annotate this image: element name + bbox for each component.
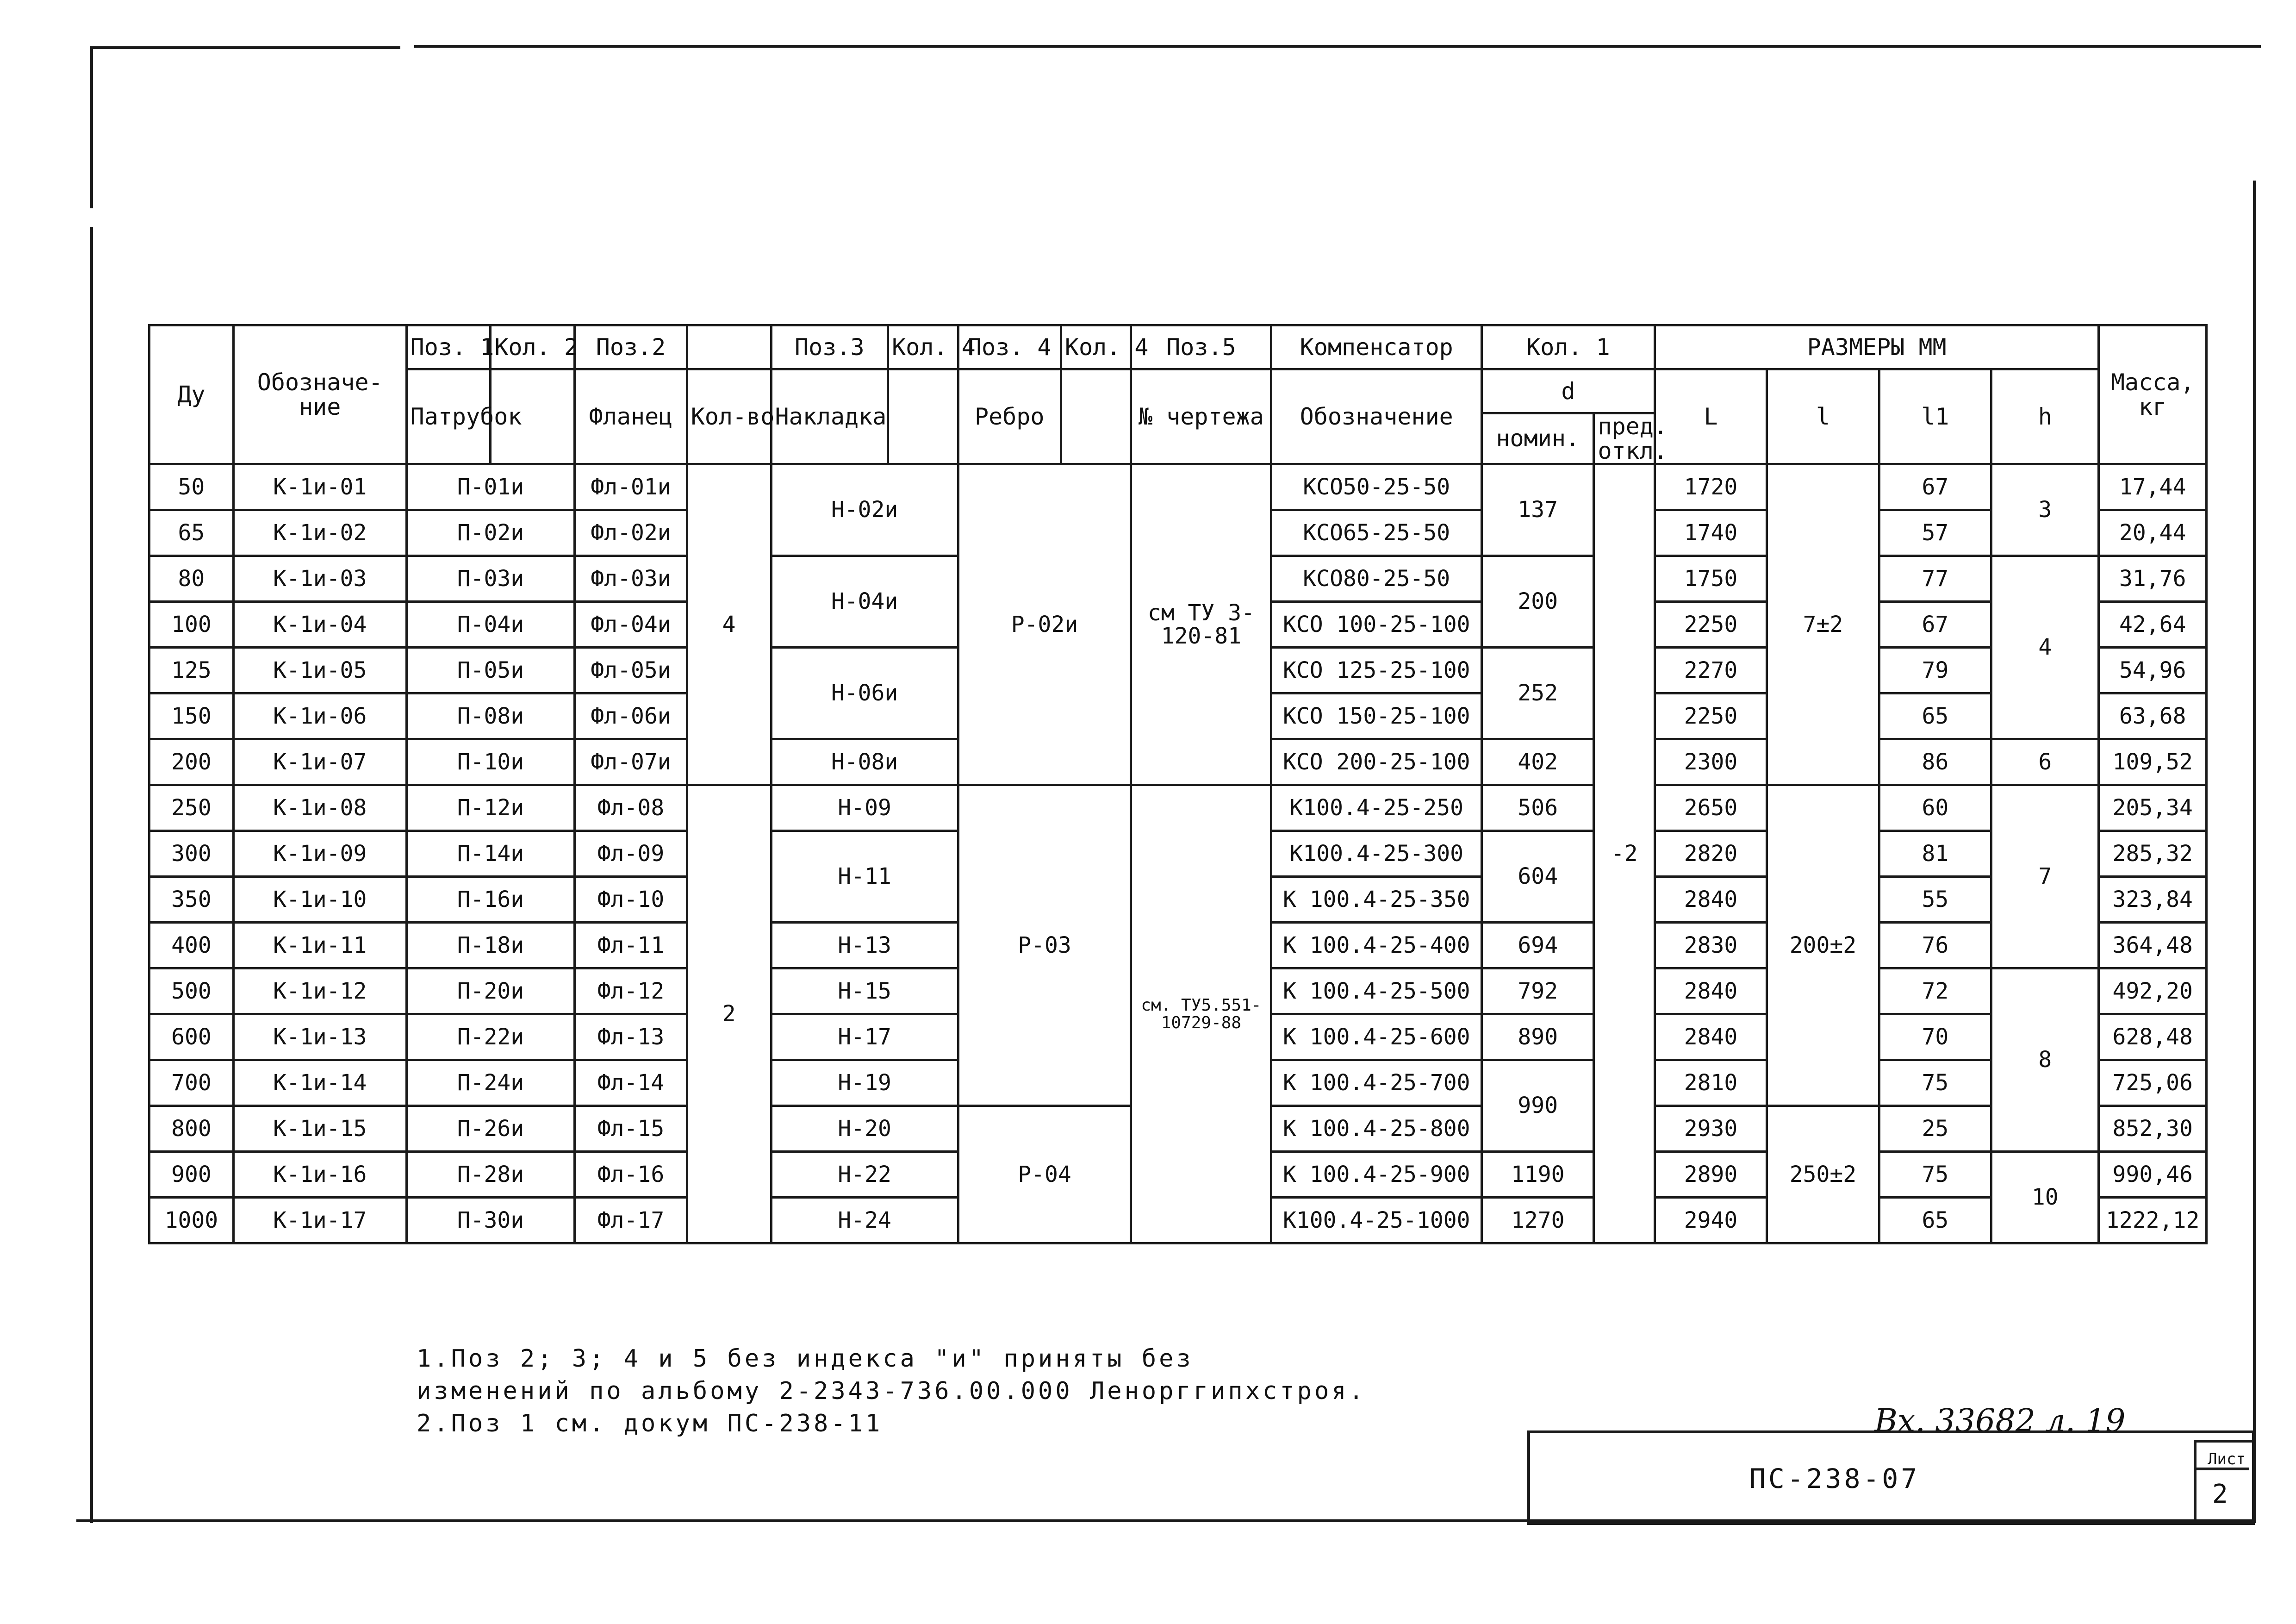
cell-patrubok: П-12и xyxy=(406,785,575,831)
pred-otkl-header: пред. откл. xyxy=(1594,413,1655,464)
cell-patrubok: П-22и xyxy=(406,1014,575,1060)
cell-L: 2250 xyxy=(1655,602,1767,648)
cell-compensator: К 100.4-25-600 xyxy=(1271,1014,1482,1060)
cell-nakladka: Н-13 xyxy=(771,923,958,968)
cell-l1: 25 xyxy=(1879,1106,1991,1152)
cell-du: 250 xyxy=(149,785,234,831)
cell-l: 200±2 xyxy=(1767,785,1879,1106)
cell-nakladka: Н-22 xyxy=(771,1152,958,1198)
header-row-1 xyxy=(149,325,2207,369)
patrubok-header: Патрубок xyxy=(406,369,491,464)
frame-left-lower xyxy=(90,227,93,1523)
cell-mass: 42,64 xyxy=(2099,602,2207,648)
cell-compensator: КСО80-25-50 xyxy=(1271,556,1482,602)
sheet-number: 2 xyxy=(2212,1479,2228,1509)
cell-patrubok: П-03и xyxy=(406,556,575,602)
empty-header-3 xyxy=(888,369,958,464)
cell-designation: К-1и-08 xyxy=(233,785,406,831)
cell-pred-otkl: -2 xyxy=(1594,464,1655,1243)
cell-L: 2820 xyxy=(1655,831,1767,877)
cell-L: 1720 xyxy=(1655,464,1767,510)
l1-header: l1 xyxy=(1879,369,1991,464)
kol1-header: Кол. 1 xyxy=(1482,325,1655,369)
cell-mass: 1222,12 xyxy=(2099,1198,2207,1243)
cell-nakladka: Н-08и xyxy=(771,739,958,785)
cell-flanec: Фл-02и xyxy=(575,510,687,556)
cell-L: 2810 xyxy=(1655,1060,1767,1106)
mass-header: Масса, кг xyxy=(2099,325,2207,464)
specification-table xyxy=(148,324,2208,1244)
cell-L: 2650 xyxy=(1655,785,1767,831)
cell-L: 2250 xyxy=(1655,693,1767,739)
cell-du: 150 xyxy=(149,693,234,739)
cell-designation: К-1и-09 xyxy=(233,831,406,877)
col-designation-header: Обозначе-ние xyxy=(233,325,406,464)
cell-mass: 492,20 xyxy=(2099,968,2207,1014)
frame-right xyxy=(2253,181,2256,1523)
note-line-2: изменений по альбому 2-2343-736.00.000 Ленорггипхстроя. xyxy=(417,1377,1366,1405)
empty-header-4 xyxy=(1061,369,1131,464)
cell-designation: К-1и-13 xyxy=(233,1014,406,1060)
cell-L: 2270 xyxy=(1655,648,1767,693)
cell-d-nomin: 792 xyxy=(1482,968,1594,1014)
l-header: l xyxy=(1767,369,1879,464)
cell-designation: К-1и-04 xyxy=(233,602,406,648)
cell-designation: К-1и-12 xyxy=(233,968,406,1014)
cell-flanec: Фл-09 xyxy=(575,831,687,877)
cell-compensator: КСО 200-25-100 xyxy=(1271,739,1482,785)
cell-nakladka: Н-02и xyxy=(771,464,958,556)
cell-drawing-no: см. ТУ5.551-10729-88 xyxy=(1131,785,1271,1243)
cell-d-nomin: 990 xyxy=(1482,1060,1594,1152)
cell-l1: 76 xyxy=(1879,923,1991,968)
cell-h: 10 xyxy=(1991,1152,2099,1243)
cell-patrubok: П-08и xyxy=(406,693,575,739)
cell-designation: К-1и-02 xyxy=(233,510,406,556)
cell-rebro: Р-04 xyxy=(958,1106,1131,1243)
incoming-registration-note: Вх. 33682 л. 19 xyxy=(1874,1403,2126,1439)
cell-nakladka: Н-17 xyxy=(771,1014,958,1060)
cell-h: 8 xyxy=(1991,968,2099,1152)
cell-patrubok: П-01и xyxy=(406,464,575,510)
cell-patrubok: П-26и xyxy=(406,1106,575,1152)
cell-designation: К-1и-11 xyxy=(233,923,406,968)
cell-l1: 65 xyxy=(1879,1198,1991,1243)
cell-L: 2890 xyxy=(1655,1152,1767,1198)
cell-flanec: Фл-13 xyxy=(575,1014,687,1060)
cell-flanec: Фл-11 xyxy=(575,923,687,968)
cell-flanec: Фл-01и xyxy=(575,464,687,510)
flanec-header: Фланец xyxy=(575,369,687,464)
header-row-2 xyxy=(149,369,2207,413)
cell-L: 1750 xyxy=(1655,556,1767,602)
cell-flanec: Фл-15 xyxy=(575,1106,687,1152)
notes-block xyxy=(417,1343,1366,1440)
kol2-header: Кол. 2 xyxy=(491,325,575,369)
cell-nakladka: Н-04и xyxy=(771,556,958,648)
cell-patrubok: П-10и xyxy=(406,739,575,785)
cell-d-nomin: 1190 xyxy=(1482,1152,1594,1198)
cell-flanec: Фл-08 xyxy=(575,785,687,831)
comp-designation-header: Обозначение xyxy=(1271,369,1482,464)
cell-l1: 81 xyxy=(1879,831,1991,877)
cell-h: 6 xyxy=(1991,739,2099,785)
cell-d-nomin: 604 xyxy=(1482,831,1594,923)
cell-du: 125 xyxy=(149,648,234,693)
cell-l1: 65 xyxy=(1879,693,1991,739)
cell-mass: 852,30 xyxy=(2099,1106,2207,1152)
cell-L: 1740 xyxy=(1655,510,1767,556)
sizes-header: РАЗМЕРЫ ММ xyxy=(1655,325,2099,369)
cell-mass: 205,34 xyxy=(2099,785,2207,831)
cell-l: 250±2 xyxy=(1767,1106,1879,1243)
cell-designation: К-1и-17 xyxy=(233,1198,406,1243)
kolvo-header: Кол-во xyxy=(687,369,771,464)
cell-compensator: К100.4-25-300 xyxy=(1271,831,1482,877)
cell-mass: 628,48 xyxy=(2099,1014,2207,1060)
cell-compensator: К 100.4-25-700 xyxy=(1271,1060,1482,1106)
cell-compensator: КСО 100-25-100 xyxy=(1271,602,1482,648)
cell-designation: К-1и-06 xyxy=(233,693,406,739)
cell-compensator: КСО65-25-50 xyxy=(1271,510,1482,556)
cell-patrubok: П-24и xyxy=(406,1060,575,1106)
cell-patrubok: П-18и xyxy=(406,923,575,968)
empty-header xyxy=(687,325,771,369)
cell-designation: К-1и-01 xyxy=(233,464,406,510)
cell-compensator: К 100.4-25-350 xyxy=(1271,877,1482,923)
col-du-header: Ду xyxy=(149,325,234,464)
cell-compensator: К 100.4-25-800 xyxy=(1271,1106,1482,1152)
cell-patrubok: П-20и xyxy=(406,968,575,1014)
cell-l1: 67 xyxy=(1879,602,1991,648)
cell-h: 7 xyxy=(1991,785,2099,968)
cell-du: 700 xyxy=(149,1060,234,1106)
cell-du: 500 xyxy=(149,968,234,1014)
drawing-no-header: № чертежа xyxy=(1131,369,1271,464)
cell-flanec: Фл-06и xyxy=(575,693,687,739)
cell-compensator: К 100.4-25-500 xyxy=(1271,968,1482,1014)
cell-flanec: Фл-10 xyxy=(575,877,687,923)
cell-h: 4 xyxy=(1991,556,2099,739)
cell-du: 400 xyxy=(149,923,234,968)
cell-flanec: Фл-16 xyxy=(575,1152,687,1198)
cell-patrubok: П-28и xyxy=(406,1152,575,1198)
cell-du: 300 xyxy=(149,831,234,877)
cell-l1: 86 xyxy=(1879,739,1991,785)
cell-mass: 31,76 xyxy=(2099,556,2207,602)
cell-nakladka: Н-15 xyxy=(771,968,958,1014)
cell-mass: 364,48 xyxy=(2099,923,2207,968)
cell-designation: К-1и-10 xyxy=(233,877,406,923)
cell-patrubok: П-16и xyxy=(406,877,575,923)
d-header: d xyxy=(1482,369,1655,413)
pos1-header: Поз. 1 xyxy=(406,325,491,369)
note-line-3: 2.Поз 1 см. докум ПС-238-11 xyxy=(417,1410,883,1437)
rebro-header: Ребро xyxy=(958,369,1061,464)
cell-l1: 77 xyxy=(1879,556,1991,602)
cell-l1: 72 xyxy=(1879,968,1991,1014)
cell-d-nomin: 200 xyxy=(1482,556,1594,648)
cell-flanec: Фл-03и xyxy=(575,556,687,602)
frame-top-right xyxy=(414,45,2261,48)
cell-du: 600 xyxy=(149,1014,234,1060)
cell-d-nomin: 252 xyxy=(1482,648,1594,739)
cell-flanec: Фл-05и xyxy=(575,648,687,693)
cell-l1: 70 xyxy=(1879,1014,1991,1060)
pos2-header: Поз.2 xyxy=(575,325,687,369)
cell-designation: К-1и-14 xyxy=(233,1060,406,1106)
cell-h: 3 xyxy=(1991,464,2099,556)
cell-d-nomin: 506 xyxy=(1482,785,1594,831)
cell-l1: 75 xyxy=(1879,1152,1991,1198)
table-row xyxy=(149,785,2207,831)
cell-designation: К-1и-03 xyxy=(233,556,406,602)
h-header: h xyxy=(1991,369,2099,464)
cell-nakladka: Н-06и xyxy=(771,648,958,739)
cell-nakladka: Н-09 xyxy=(771,785,958,831)
cell-designation: К-1и-07 xyxy=(233,739,406,785)
cell-compensator: К 100.4-25-400 xyxy=(1271,923,1482,968)
cell-patrubok: П-30и xyxy=(406,1198,575,1243)
cell-L: 2940 xyxy=(1655,1198,1767,1243)
cell-l1: 79 xyxy=(1879,648,1991,693)
cell-nakladka: Н-11 xyxy=(771,831,958,923)
nomin-header: номин. xyxy=(1482,413,1594,464)
cell-flanec: Фл-17 xyxy=(575,1198,687,1243)
cell-designation: К-1и-16 xyxy=(233,1152,406,1198)
cell-flanec: Фл-07и xyxy=(575,739,687,785)
cell-mass: 725,06 xyxy=(2099,1060,2207,1106)
compensator-header: Компенсатор xyxy=(1271,325,1482,369)
cell-mass: 63,68 xyxy=(2099,693,2207,739)
cell-du: 100 xyxy=(149,602,234,648)
cell-designation: К-1и-15 xyxy=(233,1106,406,1152)
cell-compensator: К100.4-25-1000 xyxy=(1271,1198,1482,1243)
pos5-header: Поз.5 xyxy=(1131,325,1271,369)
cell-mass: 990,46 xyxy=(2099,1152,2207,1198)
cell-flanec: Фл-12 xyxy=(575,968,687,1014)
cell-nakladka: Н-19 xyxy=(771,1060,958,1106)
nakladka-header: Накладка xyxy=(771,369,888,464)
cell-du: 800 xyxy=(149,1106,234,1152)
cell-flanec: Фл-14 xyxy=(575,1060,687,1106)
cell-drawing-no: см ТУ 3-120-81 xyxy=(1131,464,1271,785)
cell-compensator: КСО 150-25-100 xyxy=(1271,693,1482,739)
cell-kolvo: 4 xyxy=(687,464,771,785)
cell-nakladka: Н-20 xyxy=(771,1106,958,1152)
cell-kolvo: 2 xyxy=(687,785,771,1243)
cell-rebro: Р-03 xyxy=(958,785,1131,1106)
cell-patrubok: П-04и xyxy=(406,602,575,648)
cell-du: 65 xyxy=(149,510,234,556)
document-code: ПС-238-07 xyxy=(1749,1463,1920,1494)
cell-d-nomin: 890 xyxy=(1482,1014,1594,1060)
table-row xyxy=(149,464,2207,510)
kol4b-header: Кол. 4 xyxy=(1061,325,1131,369)
cell-L: 2300 xyxy=(1655,739,1767,785)
cell-du: 1000 xyxy=(149,1198,234,1243)
cell-d-nomin: 1270 xyxy=(1482,1198,1594,1243)
cell-patrubok: П-05и xyxy=(406,648,575,693)
L-header: L xyxy=(1655,369,1767,464)
cell-mass: 20,44 xyxy=(2099,510,2207,556)
cell-patrubok: П-14и xyxy=(406,831,575,877)
cell-L: 2840 xyxy=(1655,968,1767,1014)
cell-du: 50 xyxy=(149,464,234,510)
cell-l1: 60 xyxy=(1879,785,1991,831)
note-line-1: 1.Поз 2; 3; 4 и 5 без индекса "и" приняты без xyxy=(417,1345,1194,1373)
cell-l1: 55 xyxy=(1879,877,1991,923)
pos3-header: Поз.3 xyxy=(771,325,888,369)
cell-flanec: Фл-04и xyxy=(575,602,687,648)
pos4-header: Поз. 4 xyxy=(958,325,1061,369)
cell-du: 200 xyxy=(149,739,234,785)
sheet-label: Лист xyxy=(2208,1450,2246,1468)
cell-du: 80 xyxy=(149,556,234,602)
cell-L: 2930 xyxy=(1655,1106,1767,1152)
cell-L: 2840 xyxy=(1655,877,1767,923)
cell-l1: 67 xyxy=(1879,464,1991,510)
cell-du: 900 xyxy=(149,1152,234,1198)
cell-L: 2840 xyxy=(1655,1014,1767,1060)
cell-mass: 285,32 xyxy=(2099,831,2207,877)
cell-l: 7±2 xyxy=(1767,464,1879,785)
cell-d-nomin: 137 xyxy=(1482,464,1594,556)
cell-designation: К-1и-05 xyxy=(233,648,406,693)
cell-mass: 17,44 xyxy=(2099,464,2207,510)
cell-d-nomin: 402 xyxy=(1482,739,1594,785)
cell-d-nomin: 694 xyxy=(1482,923,1594,968)
cell-l1: 75 xyxy=(1879,1060,1991,1106)
cell-mass: 323,84 xyxy=(2099,877,2207,923)
cell-compensator: К 100.4-25-900 xyxy=(1271,1152,1482,1198)
cell-compensator: КСО50-25-50 xyxy=(1271,464,1482,510)
cell-patrubok: П-02и xyxy=(406,510,575,556)
cell-compensator: КСО 125-25-100 xyxy=(1271,648,1482,693)
cell-mass: 109,52 xyxy=(2099,739,2207,785)
frame-top-left xyxy=(90,46,400,49)
cell-L: 2830 xyxy=(1655,923,1767,968)
cell-du: 350 xyxy=(149,877,234,923)
cell-compensator: К100.4-25-250 xyxy=(1271,785,1482,831)
cell-l1: 57 xyxy=(1879,510,1991,556)
cell-nakladka: Н-24 xyxy=(771,1198,958,1243)
cell-rebro: Р-02и xyxy=(958,464,1131,785)
frame-left-upper xyxy=(90,46,93,208)
cell-mass: 54,96 xyxy=(2099,648,2207,693)
kol4a-header: Кол. 4 xyxy=(888,325,958,369)
